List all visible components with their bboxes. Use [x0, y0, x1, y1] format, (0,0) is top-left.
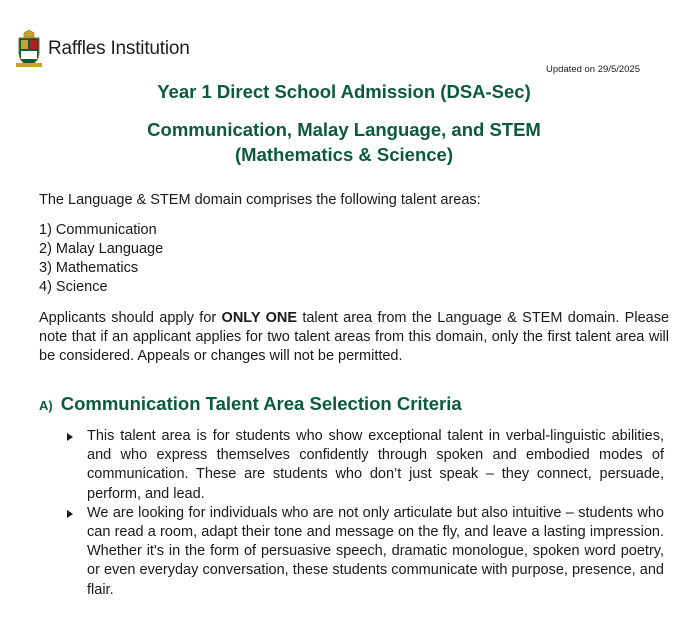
institution-name: Raffles Institution: [48, 38, 190, 59]
header: [16, 30, 190, 68]
criteria-text: We are looking for individuals who are not only articulate but also intuitive – students who can read a room, adapt their tone and message on the fly, and leave a lasting impression. Whether it's in the form of persuasive speech, dramatic monologue, spoken word poetry, or even everyday conversation, these students communicate with purpose, presence, and flair.: [87, 504, 664, 598]
application-note-start: Applicants should apply for: [39, 310, 222, 326]
intro-text: The Language & STEM domain comprises the following talent areas:: [39, 192, 481, 208]
application-note-emphasis: ONLY ONE: [221, 310, 297, 326]
bullet-arrow-icon: [67, 433, 73, 441]
list-item: 1) Communication: [39, 222, 157, 238]
list-item: [67, 504, 664, 600]
list-item: 3) Mathematics: [39, 260, 139, 276]
subtitle-line-2: (Mathematics & Science): [235, 144, 453, 165]
section-title: Communication Talent Area Selection Criteria: [60, 393, 462, 414]
section-heading: [39, 393, 462, 415]
section-letter: A): [39, 398, 53, 413]
raffles-crest-logo: [16, 30, 42, 68]
criteria-list: [67, 427, 664, 600]
criteria-text: This talent area is for students who show exceptional talent in verbal-linguistic abilities, and who express themselves confidently through spoken and embodied modes of communication. These are students who don’t just speak – they connect, persuade, perform, and lead.: [87, 428, 664, 502]
list-item: 4) Science: [39, 279, 108, 295]
application-note: [39, 309, 669, 366]
page-title: Year 1 Direct School Admission (DSA-Sec): [157, 81, 531, 102]
subtitle-line-1: Communication, Malay Language, and STEM: [147, 119, 541, 140]
updated-date: Updated on 29/5/2025: [545, 64, 640, 75]
talent-area-list: [39, 221, 669, 297]
page-subtitle: [0, 117, 688, 167]
application-note-end: talent area from the Language & STEM domain. Please note that if an applicant applies for two talent areas from this domain, only the first talent area will be considered. Appeals or changes will not be permitted.: [39, 310, 670, 364]
list-item: 2) Malay Language: [39, 241, 164, 257]
bullet-arrow-icon: [67, 510, 73, 518]
list-item: [67, 427, 664, 504]
